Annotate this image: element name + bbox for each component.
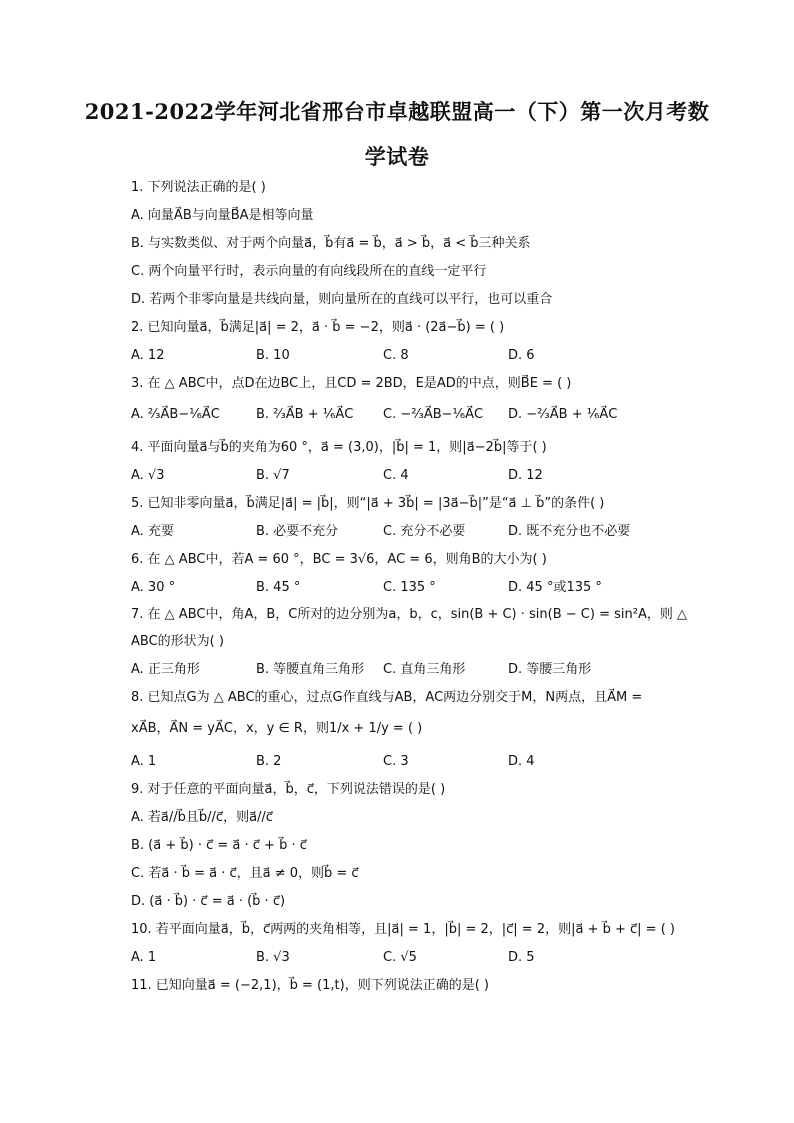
q1-option-a: A. 向量A⃗B与向量B⃗A是相等向量 xyxy=(131,208,314,223)
q1-option-c: C. 两个向量平行时，表示向量的有向线段所在的直线一定平行 xyxy=(131,264,487,279)
q2-option-b: B. 10 xyxy=(256,348,290,363)
question-11: 11. 已知向量a⃗ = (−2,1)，b⃗ = (1,t)，则下列说法正确的是( ) xyxy=(131,978,489,993)
exam-title-line2: 学试卷 xyxy=(364,144,430,169)
q1-option-d: D. 若两个非零向量是共线向量，则向量所在的直线可以平行，也可以重合 xyxy=(131,292,553,307)
q6-option-c: C. 135 ° xyxy=(383,580,436,595)
q3-option-a: A. ²⁄₃A⃗B−¹⁄₆A⃗C xyxy=(131,407,220,422)
q4-option-a: A. √3 xyxy=(131,468,165,483)
question-1: 1. 下列说法正确的是( ) xyxy=(131,180,266,195)
q8-option-b: B. 2 xyxy=(256,754,282,769)
q4-option-c: C. 4 xyxy=(383,468,409,483)
q3-option-d: D. −²⁄₃A⃗B + ¹⁄₆A⃗C xyxy=(508,407,618,422)
q1-option-b: B. 与实数类似、对于两个向量a⃗，b⃗有a⃗ = b⃗，a⃗ > b⃗，a⃗ < b⃗三种关系 xyxy=(131,236,531,251)
q4-option-b: B. √7 xyxy=(256,468,290,483)
q4-options xyxy=(131,466,671,486)
question-3: 3. 在 △ ABC中，点D在边BC上，且CD = 2BD，E是AD的中点，则B⃗E = ( ) xyxy=(131,376,572,391)
q7-option-d: D. 等腰三角形 xyxy=(508,662,592,677)
q3-option-b: B. ²⁄₃A⃗B + ¹⁄₆A⃗C xyxy=(256,407,354,422)
q5-option-b: B. 必要不充分 xyxy=(256,524,339,539)
q3-options xyxy=(131,405,671,425)
q4-option-d: D. 12 xyxy=(508,468,543,483)
q8-option-a: A. 1 xyxy=(131,754,157,769)
q6-option-a: A. 30 ° xyxy=(131,580,176,595)
question-2: 2. 已知向量a⃗，b⃗满足|a⃗| = 2，a⃗ · b⃗ = −2，则a⃗ · (2a⃗−b⃗) = ( ) xyxy=(131,320,505,335)
question-4: 4. 平面向量a⃗与b⃗的夹角为60 °，a⃗ = (3,0)，|b⃗| = 1，则|a⃗−2b⃗|等于( ) xyxy=(131,440,547,455)
q8-option-d: D. 4 xyxy=(508,754,535,769)
q3-option-c: C. −²⁄₃A⃗B−¹⁄₆A⃗C xyxy=(383,407,484,422)
q2-option-c: C. 8 xyxy=(383,348,409,363)
q10-options xyxy=(131,948,671,968)
q7-option-c: C. 直角三角形 xyxy=(383,662,466,677)
q9-option-a: A. 若a⃗//b⃗且b⃗//c⃗，则a⃗//c⃗ xyxy=(131,810,273,825)
q8-options xyxy=(131,752,671,772)
q5-option-a: A. 充要 xyxy=(131,524,174,539)
q6-options xyxy=(131,578,671,598)
q10-option-b: B. √3 xyxy=(256,950,290,965)
q5-options xyxy=(131,522,671,542)
question-9: 9. 对于任意的平面向量a⃗，b⃗，c⃗，下列说法错误的是( ) xyxy=(131,782,446,797)
q6-option-d: D. 45 °或135 ° xyxy=(508,580,602,595)
q2-option-d: D. 6 xyxy=(508,348,535,363)
q10-option-c: C. √5 xyxy=(383,950,417,965)
q10-option-d: D. 5 xyxy=(508,950,535,965)
q6-option-b: B. 45 ° xyxy=(256,580,301,595)
q9-option-b: B. (a⃗ + b⃗) · c⃗ = a⃗ · c⃗ + b⃗ · c⃗ xyxy=(131,838,307,853)
q9-option-d: D. (a⃗ · b⃗) · c⃗ = a⃗ · (b⃗ · c⃗) xyxy=(131,894,286,909)
q5-option-c: C. 充分不必要 xyxy=(383,524,466,539)
q7-options xyxy=(131,660,671,680)
q9-option-c: C. 若a⃗ · b⃗ = a⃗ · c⃗，且a⃗ ≠ 0，则b⃗ = c⃗ xyxy=(131,866,359,881)
question-8: 8. 已知点G为 △ ABC的重心，过点G作直线与AB，AC两边分别交于M，N两点，且A⃗M = xyxy=(131,690,643,705)
question-7: 7. 在 △ ABC中，角A，B，C所对的边分别为a，b，c，sin(B + C) · sin(B − C) = sin²A，则 △ xyxy=(131,607,687,622)
question-8-cont: xA⃗B，A⃗N = yA⃗C，x，y ∈ R，则1/x + 1/y = ( ) xyxy=(131,721,423,736)
q2-options xyxy=(131,346,671,366)
q7-option-a: A. 正三角形 xyxy=(131,662,200,677)
question-7-cont: ABC的形状为( ) xyxy=(131,634,224,649)
q2-option-a: A. 12 xyxy=(131,348,165,363)
q8-option-c: C. 3 xyxy=(383,754,409,769)
question-5: 5. 已知非零向量a⃗，b⃗满足|a⃗| = |b⃗|，则“|a⃗ + 3b⃗| = |3a⃗−b⃗|”是“a⃗ ⊥ b⃗”的条件( ) xyxy=(131,496,605,511)
q10-option-a: A. 1 xyxy=(131,950,157,965)
q7-option-b: B. 等腰直角三角形 xyxy=(256,662,365,677)
q5-option-d: D. 既不充分也不必要 xyxy=(508,524,631,539)
exam-title-line1: 2021-2022学年河北省邢台市卓越联盟高一（下）第一次月考数 xyxy=(84,99,710,124)
question-6: 6. 在 △ ABC中，若A = 60 °，BC = 3√6，AC = 6，则角B的大小为( ) xyxy=(131,552,547,567)
question-10: 10. 若平面向量a⃗，b⃗，c⃗两两的夹角相等，且|a⃗| = 1，|b⃗| = 2，|c⃗| = 2，则|a⃗ + b⃗ + c⃗| = ( ) xyxy=(131,922,675,937)
